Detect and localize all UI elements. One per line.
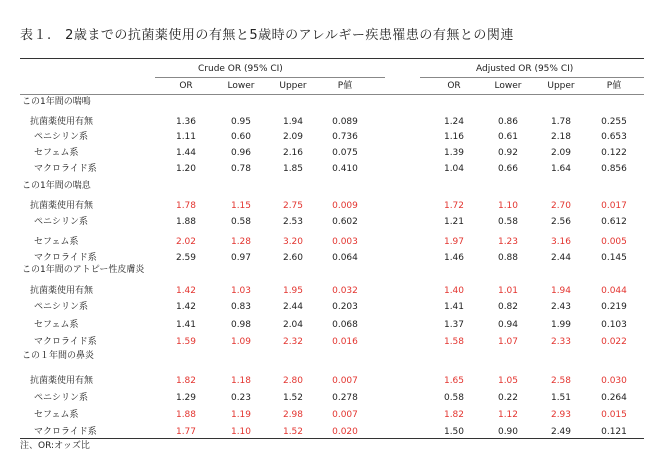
column-header: Lower [227,81,255,91]
table-cell: 0.278 [332,393,358,403]
table-cell: 1.65 [443,376,465,386]
table-cell: 1.58 [443,337,465,347]
table-cell: 0.82 [497,302,519,312]
table-cell: 3.20 [282,237,304,247]
table-cell: 1.21 [443,217,465,227]
table-cell: 0.22 [497,393,519,403]
table-cell: 0.020 [332,427,358,437]
row-label: セフェム系 [34,148,79,158]
header-rule [20,94,644,95]
table-cell: 0.653 [601,132,627,142]
table-cell: 2.93 [550,410,572,420]
table-cell: 0.86 [497,117,519,127]
table-cell: 2.59 [175,253,197,263]
table-cell: 0.017 [601,201,627,211]
table-cell: 0.007 [332,376,358,386]
table-cell: 1.03 [230,286,252,296]
table-cell: 2.16 [282,148,304,158]
table-cell: 2.98 [282,410,304,420]
group-header-adjusted: Adjusted OR (95% CI) [476,64,574,74]
table-cell: 2.80 [282,376,304,386]
table-cell: 0.88 [497,253,519,263]
table-cell: 1.12 [497,410,519,420]
table-cell: 1.95 [282,286,304,296]
table-cell: 1.72 [443,201,465,211]
table-cell: 1.97 [443,237,465,247]
table-cell: 1.05 [497,376,519,386]
table-cell: 1.64 [550,164,572,174]
table-cell: 1.88 [175,410,197,420]
row-label: ペニシリン系 [34,302,89,312]
section-title: この1年間の喘鳴 [22,97,91,107]
table-cell: 1.19 [230,410,252,420]
top-rule [20,58,644,59]
table-cell: 0.90 [497,427,519,437]
table-cell: 2.44 [550,253,572,263]
row-label: ペニシリン系 [34,132,89,142]
table-cell: 1.37 [443,320,465,330]
table-cell: 0.92 [497,148,519,158]
table-cell: 0.78 [230,164,252,174]
table-cell: 0.61 [497,132,519,142]
table-cell: 0.66 [497,164,519,174]
table-cell: 0.032 [332,286,358,296]
table-cell: 2.56 [550,217,572,227]
row-label: 抗菌薬使用有無 [30,376,94,386]
table-cell: 1.10 [230,427,252,437]
bottom-rule [20,438,644,439]
table-cell: 0.203 [332,302,358,312]
table-cell: 0.016 [332,337,358,347]
table-cell: 0.83 [230,302,252,312]
table-cell: 2.09 [282,132,304,142]
column-header: P値 [337,81,353,91]
row-label: マクロライド系 [34,337,97,347]
table-cell: 0.602 [332,217,358,227]
table-cell: 0.58 [443,393,465,403]
table-cell: 0.015 [601,410,627,420]
table-cell: 1.46 [443,253,465,263]
row-label: 抗菌薬使用有無 [30,286,94,296]
table-cell: 1.42 [175,302,197,312]
column-header: P値 [606,81,622,91]
table-cell: 0.60 [230,132,252,142]
table-cell: 1.23 [497,237,519,247]
table-cell: 0.856 [601,164,627,174]
table-cell: 2.43 [550,302,572,312]
column-header: OR [447,81,461,91]
row-label: マクロライド系 [34,253,97,263]
row-label: セフェム系 [34,320,79,330]
table-cell: 1.36 [175,117,197,127]
row-label: セフェム系 [34,410,79,420]
crude-group-line [155,77,385,78]
table-cell: 2.04 [282,320,304,330]
table-cell: 0.103 [601,320,627,330]
table-cell: 1.28 [230,237,252,247]
table-note: 注、OR:オッズ比 [20,441,90,451]
table-cell: 1.44 [175,148,197,158]
row-label: 抗菌薬使用有無 [30,117,94,127]
table-cell: 2.44 [282,302,304,312]
table-cell: 0.005 [601,237,627,247]
table-cell: 2.02 [175,237,197,247]
table-cell: 1.18 [230,376,252,386]
table-cell: 1.10 [497,201,519,211]
table-cell: 1.16 [443,132,465,142]
table-cell: 1.39 [443,148,465,158]
table-cell: 0.58 [497,217,519,227]
table-cell: 1.50 [443,427,465,437]
table-cell: 2.18 [550,132,572,142]
table-cell: 0.94 [497,320,519,330]
table-cell: 0.96 [230,148,252,158]
table-cell: 0.089 [332,117,358,127]
table-cell: 1.78 [550,117,572,127]
table-cell: 0.022 [601,337,627,347]
section-title: この1年間のアトピー性皮膚炎 [22,265,145,275]
table-cell: 2.33 [550,337,572,347]
row-label: セフェム系 [34,237,79,247]
table-cell: 2.58 [550,376,572,386]
table-cell: 1.01 [497,286,519,296]
table-cell: 0.736 [332,132,358,142]
table-cell: 1.94 [550,286,572,296]
table-cell: 1.78 [175,201,197,211]
adjusted-group-line [420,77,644,78]
table-cell: 1.99 [550,320,572,330]
table-cell: 0.95 [230,117,252,127]
table-cell: 0.219 [601,302,627,312]
table-cell: 0.145 [601,253,627,263]
table-title: 表１. 2歳までの抗菌薬使用の有無と5歳時のアレルギー疾患罹患の有無との関連 [20,28,514,43]
table-cell: 3.16 [550,237,572,247]
table-cell: 0.612 [601,217,627,227]
table-cell: 0.064 [332,253,358,263]
table-cell: 1.29 [175,393,197,403]
section-title: この１年間の鼻炎 [22,351,95,361]
table-cell: 1.04 [443,164,465,174]
table-cell: 1.07 [497,337,519,347]
table-cell: 0.044 [601,286,627,296]
table-cell: 1.42 [175,286,197,296]
table-cell: 1.09 [230,337,252,347]
table-cell: 0.97 [230,253,252,263]
table-cell: 1.41 [175,320,197,330]
table-cell: 2.70 [550,201,572,211]
table-cell: 1.51 [550,393,572,403]
row-label: ペニシリン系 [34,393,89,403]
table-cell: 1.52 [282,427,304,437]
column-header: Upper [547,81,575,91]
table-cell: 1.11 [175,132,197,142]
column-header: Upper [279,81,307,91]
table-cell: 1.52 [282,393,304,403]
table-cell: 0.410 [332,164,358,174]
table-cell: 0.068 [332,320,358,330]
row-label: ペニシリン系 [34,217,89,227]
table-cell: 2.53 [282,217,304,227]
table-cell: 1.94 [282,117,304,127]
table-cell: 1.59 [175,337,197,347]
table-cell: 2.75 [282,201,304,211]
table-cell: 2.32 [282,337,304,347]
table-cell: 1.40 [443,286,465,296]
table-cell: 0.121 [601,427,627,437]
group-header-crude: Crude OR (95% CI) [198,64,283,74]
table-cell: 1.85 [282,164,304,174]
column-header: OR [179,81,193,91]
table-cell: 1.88 [175,217,197,227]
table-cell: 1.20 [175,164,197,174]
table-cell: 0.255 [601,117,627,127]
table-cell: 0.98 [230,320,252,330]
table-cell: 1.82 [443,410,465,420]
table-cell: 2.49 [550,427,572,437]
table-cell: 0.030 [601,376,627,386]
table-cell: 0.23 [230,393,252,403]
table-cell: 1.41 [443,302,465,312]
table-cell: 0.009 [332,201,358,211]
table-cell: 1.82 [175,376,197,386]
table-cell: 0.003 [332,237,358,247]
row-label: マクロライド系 [34,164,97,174]
table-cell: 0.58 [230,217,252,227]
column-header: Lower [494,81,522,91]
row-label: 抗菌薬使用有無 [30,201,94,211]
table-cell: 2.60 [282,253,304,263]
table-cell: 1.15 [230,201,252,211]
table-cell: 1.24 [443,117,465,127]
section-title: この1年間の喘息 [22,181,91,191]
table-cell: 2.09 [550,148,572,158]
table-cell: 0.122 [601,148,627,158]
table-cell: 0.075 [332,148,358,158]
row-label: マクロライド系 [34,427,97,437]
table-cell: 0.264 [601,393,627,403]
table-cell: 1.77 [175,427,197,437]
table-cell: 0.007 [332,410,358,420]
